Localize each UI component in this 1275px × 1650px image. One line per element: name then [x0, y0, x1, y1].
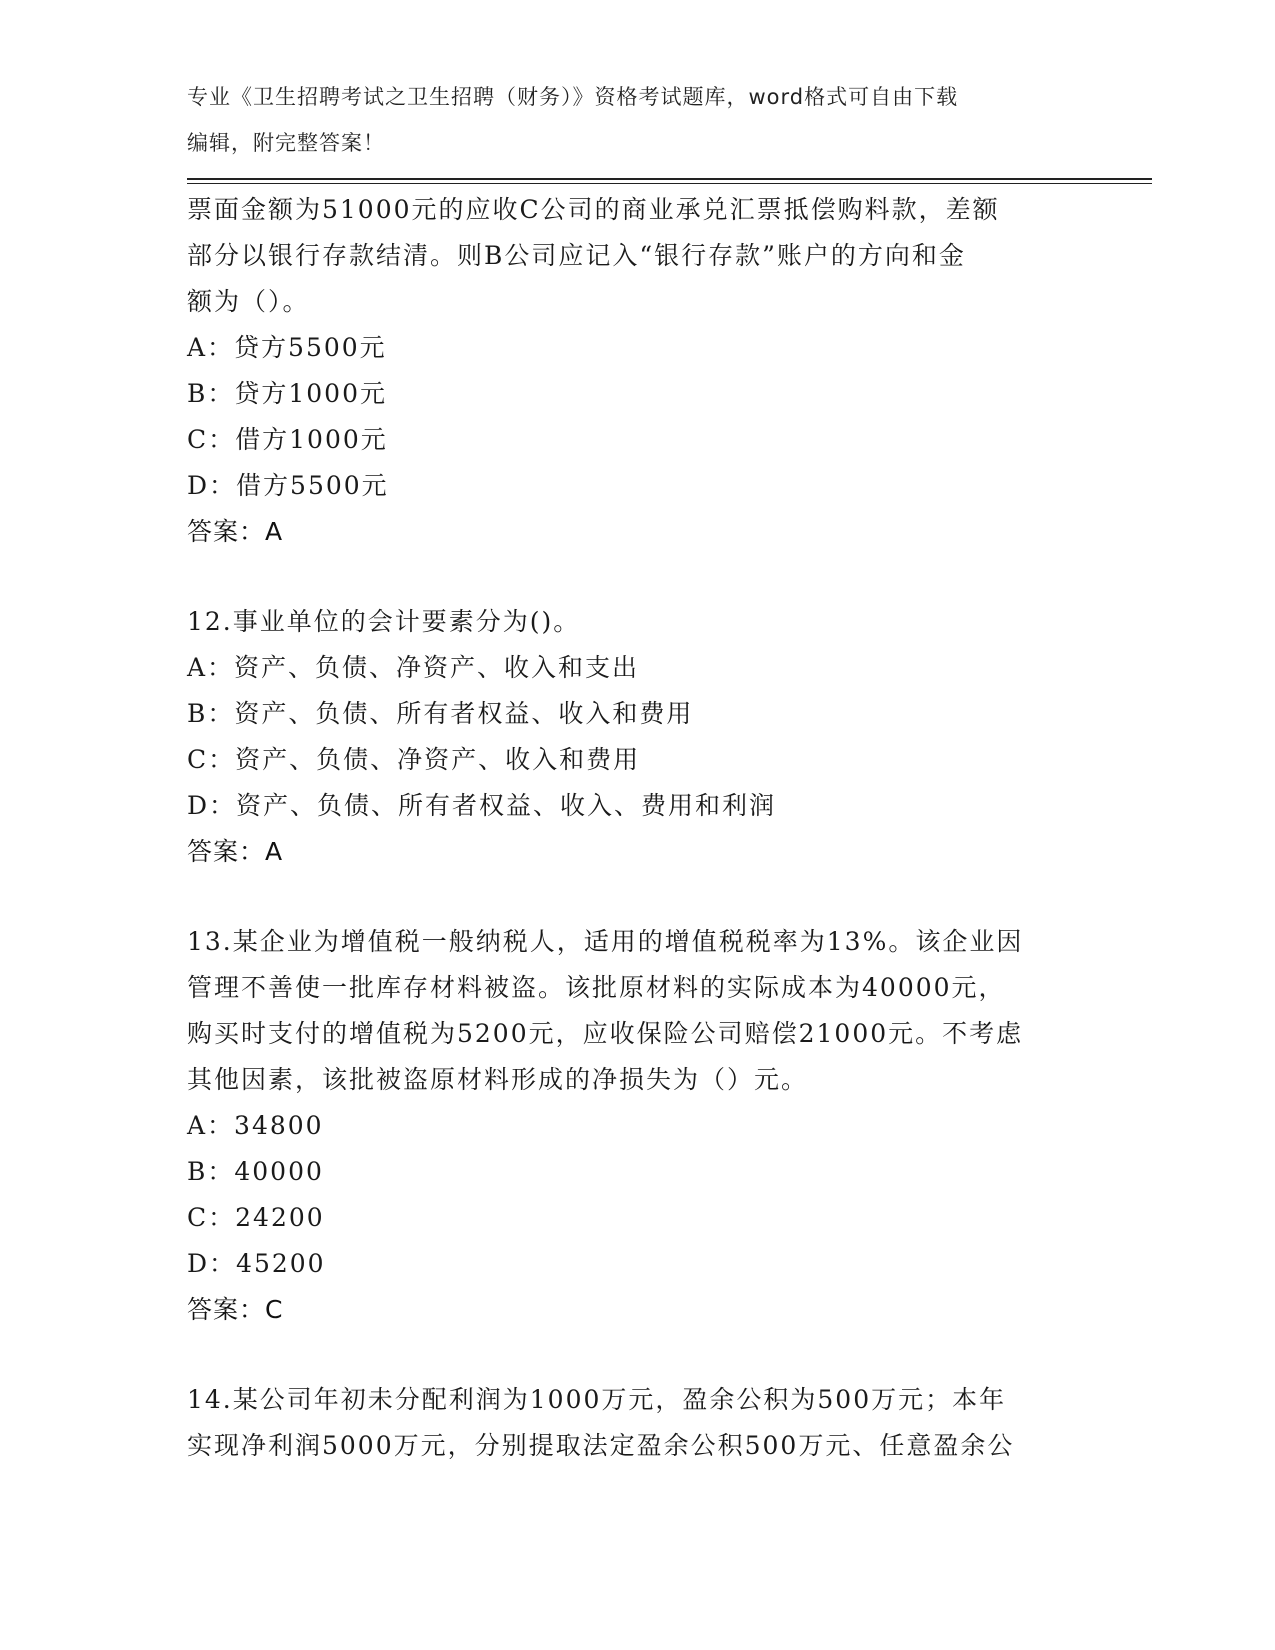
- option-d: D：45200: [187, 1249, 326, 1278]
- option-c: C：24200: [187, 1203, 325, 1232]
- question-stem-line: 实现净利润5000万元，分别提取法定盈余公积500万元、任意盈余公: [187, 1431, 1015, 1460]
- question-stem-line: 其他因素，该批被盗原材料形成的净损失为（）元。: [187, 1065, 809, 1094]
- question-stem-line: 购买时支付的增值税为5200元，应收保险公司赔偿21000元。不考虑: [187, 1019, 1024, 1048]
- question-stem-line: 13.某企业为增值税一般纳税人，适用的增值税税率为13%。该企业因: [187, 927, 1024, 956]
- header-divider-thick: [187, 178, 1152, 180]
- header-divider-thin: [187, 183, 1152, 184]
- question-13: [187, 919, 1087, 1333]
- option-c: C：借方1000元: [187, 425, 388, 454]
- question-list: [187, 187, 1087, 1469]
- question-stem-line: 部分以银行存款结清。则B公司应记入“银行存款”账户的方向和金: [187, 241, 966, 270]
- answer-key: 答案：A: [187, 837, 284, 866]
- option-b: B：资产、负债、所有者权益、收入和费用: [187, 699, 694, 728]
- option-d: D：资产、负债、所有者权益、收入、费用和利润: [187, 791, 777, 820]
- question-stem-line: 额为（）。: [187, 287, 310, 316]
- question-14: [187, 1377, 1087, 1469]
- question-12: [187, 599, 1087, 875]
- header-line-2: 编辑，附完整答案！: [187, 131, 385, 155]
- option-a: A：34800: [187, 1111, 324, 1140]
- question-stem-line: 12.事业单位的会计要素分为()。: [187, 607, 581, 636]
- question-11: [187, 187, 1087, 555]
- document-header: [187, 74, 1087, 166]
- option-d: D：借方5500元: [187, 471, 389, 500]
- option-a: A：贷方5500元: [187, 333, 387, 362]
- option-b: B：贷方1000元: [187, 379, 387, 408]
- header-line-1: 专业《卫生招聘考试之卫生招聘（财务）》资格考试题库，word格式可自由下载: [187, 85, 959, 109]
- answer-key: 答案：A: [187, 517, 284, 546]
- option-c: C：资产、负债、净资产、收入和费用: [187, 745, 641, 774]
- question-stem-line: 14.某公司年初未分配利润为1000万元，盈余公积为500万元；本年: [187, 1385, 1007, 1414]
- option-a: A：资产、负债、净资产、收入和支出: [187, 653, 640, 682]
- option-b: B：40000: [187, 1157, 324, 1186]
- question-stem-line: 管理不善使一批库存材料被盗。该批原材料的实际成本为40000元，: [187, 973, 1006, 1002]
- question-stem-line: 票面金额为51000元的应收C公司的商业承兑汇票抵偿购料款，差额: [187, 195, 1000, 224]
- answer-key: 答案：C: [187, 1295, 284, 1324]
